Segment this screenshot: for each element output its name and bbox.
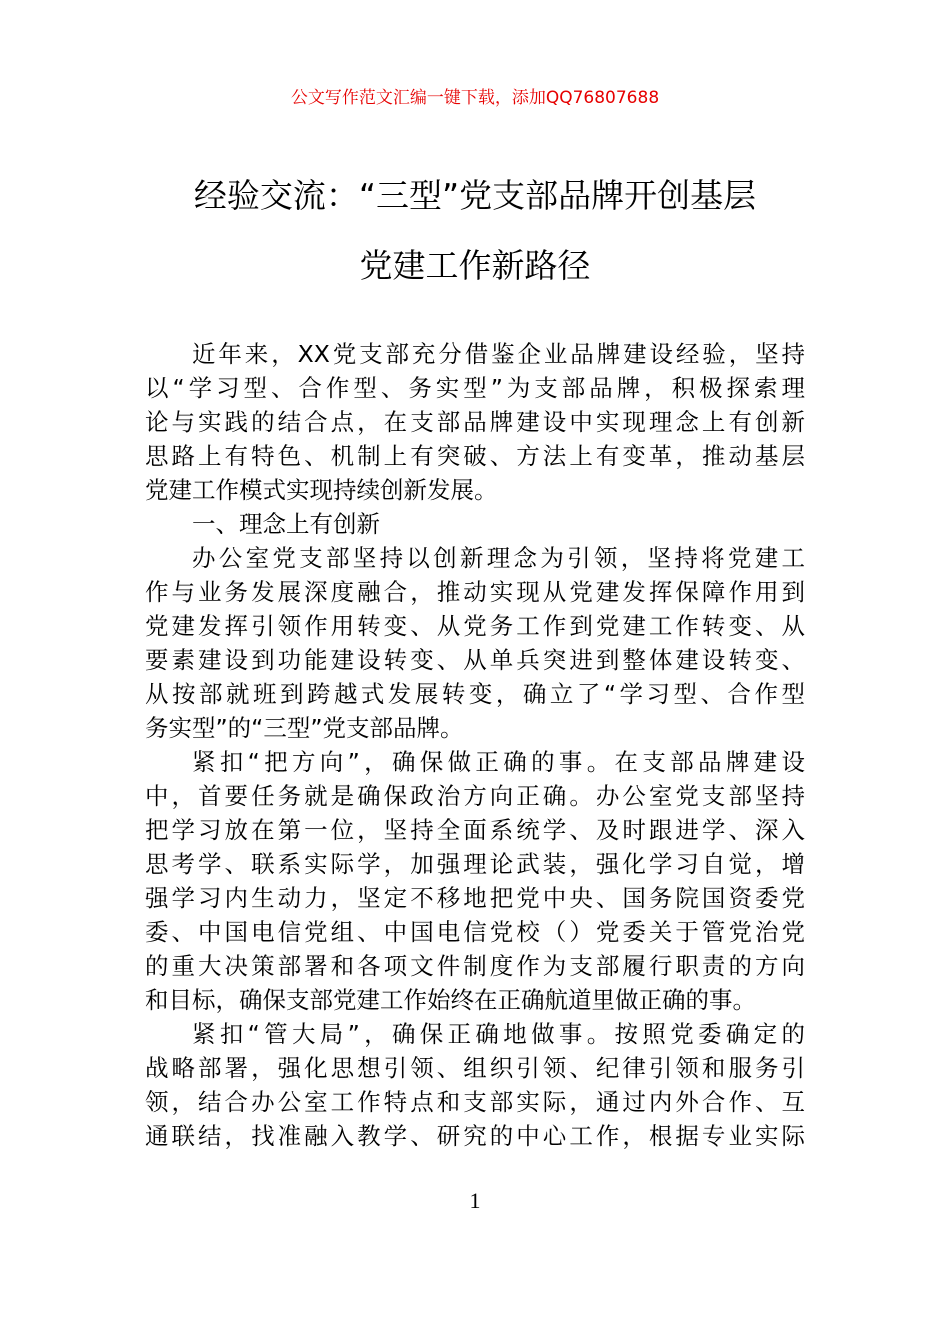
body-line: 思路上有特色、机制上有突破、方法上有变革，推动基层 xyxy=(145,442,805,470)
body-line: 和目标，确保支部党建工作始终在正确航道里做正确的事。 xyxy=(145,986,756,1014)
page-number: 1 xyxy=(469,1188,481,1213)
body-line: 强学习内生动力，坚定不移地把党中央、国务院国资委党 xyxy=(145,884,805,912)
body-line: 办公室党支部坚持以创新理念为引领，坚持将党建工 xyxy=(192,544,805,572)
document-title-line-2: 党建工作新路径 xyxy=(359,246,591,285)
document-title-line-1: 经验交流：“三型”党支部品牌开创基层 xyxy=(193,176,757,215)
section-heading: 一、理念上有创新 xyxy=(192,510,380,538)
download-note: 公文写作范文汇编一键下载，添加QQ76807688 xyxy=(290,88,660,108)
body-line: 委、中国电信党组、中国电信党校（）党委关于管党治党 xyxy=(145,918,805,946)
body-line: 作与业务发展深度融合，推动实现从党建发挥保障作用到 xyxy=(145,578,805,606)
body-line: 战略部署，强化思想引领、组织引领、纪律引领和服务引 xyxy=(145,1054,805,1082)
body-line: 近年来，XX党支部充分借鉴企业品牌建设经验，坚持 xyxy=(192,340,805,368)
body-line: 从按部就班到跨越式发展转变，确立了“学习型、合作型 xyxy=(145,680,805,708)
body-line: 把学习放在第一位，坚持全面系统学、及时跟进学、深入 xyxy=(145,816,805,844)
body-line: 要素建设到功能建设转变、从单兵突进到整体建设转变、 xyxy=(145,646,805,674)
body-line: 中，首要任务就是确保政治方向正确。办公室党支部坚持 xyxy=(145,782,805,810)
body-line: 务实型”的“三型”党支部品牌。 xyxy=(145,714,464,742)
body-line: 思考学、联系实际学，加强理论武装，强化学习自觉，增 xyxy=(145,850,805,878)
body-line: 以“学习型、合作型、务实型”为支部品牌，积极探索理 xyxy=(145,374,805,402)
body-line: 紧扣“管大局”，确保正确地做事。按照党委确定的 xyxy=(192,1020,805,1048)
body-line: 党建发挥引领作用转变、从党务工作到党建工作转变、从 xyxy=(145,612,805,640)
body-line: 紧扣“把方向”，确保做正确的事。在支部品牌建设 xyxy=(192,748,805,776)
body-line: 党建工作模式实现持续创新发展。 xyxy=(145,476,498,504)
body-line: 领，结合办公室工作特点和支部实际，通过内外合作、互 xyxy=(145,1088,805,1116)
body-line: 通联结，找准融入教学、研究的中心工作，根据专业实际 xyxy=(145,1122,805,1150)
body-line: 论与实践的结合点，在支部品牌建设中实现理念上有创新 xyxy=(145,408,805,436)
body-line: 的重大决策部署和各项文件制度作为支部履行职责的方向 xyxy=(145,952,805,980)
